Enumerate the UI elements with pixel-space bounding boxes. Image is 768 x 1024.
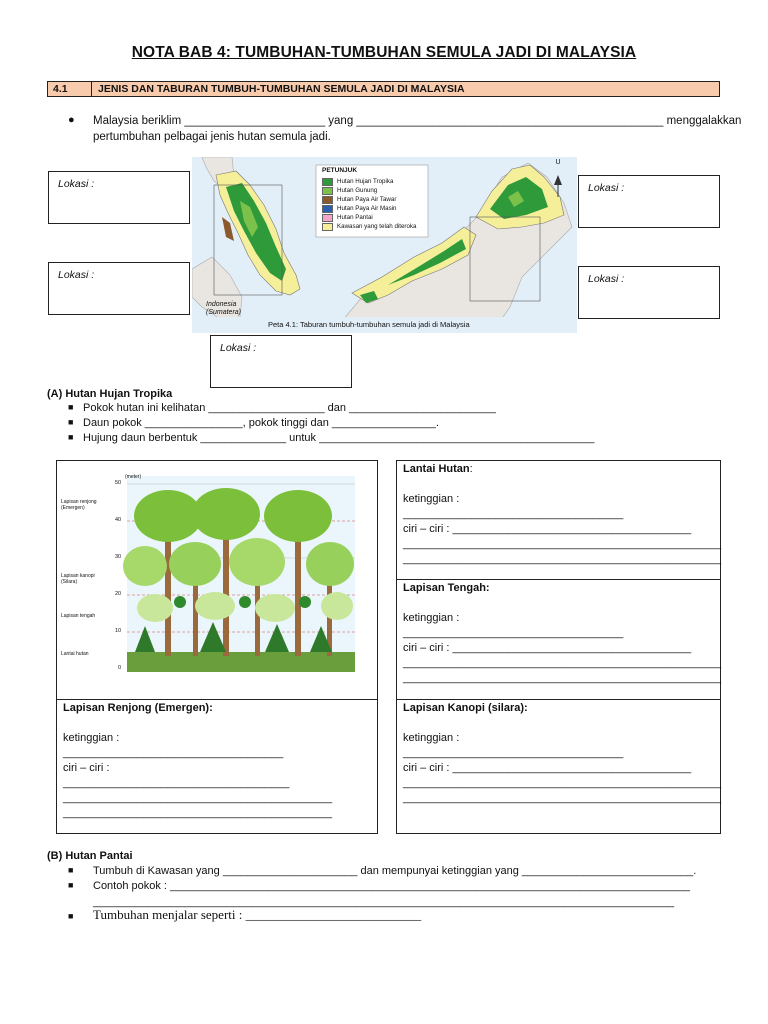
cell-heading-colon: : (469, 463, 473, 475)
forest-illustration (105, 476, 355, 672)
north-label: U (555, 159, 561, 166)
forest-layer-diagram (105, 476, 355, 672)
layer-label: Lantai hutan (61, 651, 89, 657)
cell-tinggi-label: ketinggian : (63, 732, 120, 744)
cell-ciri-line[interactable]: _____________________________________ (63, 777, 290, 789)
part-a-bullet-1: Pokok hutan ini kelihatan ___________________ dan ________________________ (83, 402, 496, 414)
cell-heading: Lapisan Renjong (Emergen): (63, 702, 213, 714)
cell-ciri-label: ciri – ciri : (63, 762, 110, 774)
map-legend-item (322, 222, 416, 231)
legend-swatch (322, 205, 333, 213)
location-label: Lokasi : (588, 273, 625, 285)
part-b-heading: (B) Hutan Pantai (47, 850, 133, 862)
legend-swatch (322, 214, 333, 222)
layer-label: Lapisan renjong (Emergen) (61, 499, 97, 511)
diagram-tick: 10 (115, 628, 122, 634)
cell-ciri[interactable]: ciri – ciri : _______________________________________ (403, 523, 692, 535)
diagram-tick: 20 (115, 591, 122, 597)
cell-line[interactable]: ____________________________________________________ (403, 538, 722, 550)
layer-label: Lapisan tengah (61, 613, 96, 619)
section-number: 4.1 (48, 82, 92, 96)
diagram-tick: 50 (115, 480, 122, 486)
diagram-tick: 0 (118, 665, 122, 671)
cell-ciri[interactable]: ciri – ciri : _______________________________________ (403, 642, 692, 654)
location-box-2[interactable] (48, 262, 190, 315)
part-b-bullet-2-continued[interactable]: _______________________________________________________________________________________________ (93, 896, 675, 908)
map-legend-item (322, 213, 416, 222)
map-caption: Peta 4.1: Taburan tumbuh-tumbuhan semula jadi di Malaysia (268, 320, 470, 329)
map-legend-item (322, 177, 416, 186)
cell-tinggi-line[interactable]: ____________________________________ (63, 747, 284, 759)
cell-line[interactable]: ____________________________________________ (63, 807, 333, 819)
cell-lantai-hutan (396, 460, 721, 580)
bullet-round-icon: ● (68, 114, 75, 126)
bullet-square-icon: ■ (68, 880, 74, 890)
layer-label: Lapisan kanopi (Silara) (61, 573, 95, 585)
cell-heading: Lapisan Kanopi (silara): (403, 702, 528, 714)
map-legend-item (322, 195, 416, 204)
location-label: Lokasi : (588, 182, 625, 194)
map-region-label: Indonesia (206, 301, 237, 308)
legend-swatch (322, 223, 333, 231)
cell-lapisan-kanopi (396, 699, 721, 834)
location-box-5[interactable] (578, 266, 720, 319)
cell-line[interactable]: ____________________________________________________ (403, 672, 722, 684)
bullet-square-icon: ■ (68, 865, 74, 875)
cell-line[interactable]: ____________________________________________________ (403, 657, 722, 669)
location-box-1[interactable] (48, 171, 190, 224)
cell-lapisan-renjong (56, 699, 378, 834)
cell-tinggi-label: ketinggian : (403, 612, 460, 624)
part-a-bullet-3: Hujung daun berbentuk ______________ untuk _____________________________________________ (83, 432, 595, 444)
part-b-bullet-2: Contoh pokok : _____________________________________________________________________________________ (93, 880, 691, 892)
location-label: Lokasi : (58, 178, 95, 190)
part-b-bullet-1: Tumbuh di Kawasan yang ______________________ dan mempunyai ketinggian yang ____________________________. (93, 865, 697, 877)
section-heading: JENIS DAN TABURAN TUMBUH-TUMBUHAN SEMULA JADI DI MALAYSIA (98, 83, 465, 95)
cell-tinggi-line[interactable]: ____________________________________ (403, 747, 624, 759)
cell-tinggi-label: ketinggian : (403, 493, 460, 505)
cell-line[interactable]: ____________________________________________ (63, 792, 333, 804)
legend-swatch (322, 178, 333, 186)
cell-heading: Lantai Hutan (403, 463, 470, 475)
map-legend-item (322, 204, 416, 213)
legend-label: Hutan Paya Air Tawar (337, 196, 397, 203)
intro-line-2: pertumbuhan pelbagai jenis hutan semula jadi. (93, 131, 331, 143)
diagram-tick: 30 (115, 554, 122, 560)
legend-label: Kawasan yang telah diteroka (337, 223, 417, 230)
diagram-unit: (meter) (125, 474, 142, 480)
bullet-square-icon: ■ (68, 432, 74, 442)
legend-label: Hutan Gunung (337, 187, 378, 194)
bullet-square-icon: ■ (68, 417, 74, 427)
cell-line[interactable]: ____________________________________________________ (403, 792, 722, 804)
cell-line[interactable]: ____________________________________________________ (403, 777, 722, 789)
part-a-bullet-2: Daun pokok ________________, pokok tinggi dan _________________. (83, 417, 439, 429)
map-legend-item (322, 186, 416, 195)
cell-tinggi-line[interactable]: ____________________________________ (403, 508, 624, 520)
location-box-4[interactable] (578, 175, 720, 228)
diagram-tick: 40 (115, 517, 122, 523)
location-label: Lokasi : (58, 269, 95, 281)
legend-swatch (322, 187, 333, 195)
intro-line-1: Malaysia beriklim ______________________ yang ________________________________________________ menggalakkan (93, 115, 742, 127)
part-b-bullet-3: Tumbuhan menjalar seperti : ___________________________ (93, 907, 422, 922)
cell-ciri[interactable]: ciri – ciri : _______________________________________ (403, 762, 692, 774)
legend-label: Hutan Pantai (337, 214, 373, 221)
cell-line[interactable]: ____________________________________________________ (403, 553, 722, 565)
map-region-label: (Sumatera) (206, 309, 242, 316)
section-heading-bar (47, 81, 720, 97)
part-a-heading: (A) Hutan Hujan Tropika (47, 388, 173, 400)
diagram-cell (56, 460, 378, 700)
cell-heading: Lapisan Tengah: (403, 582, 490, 594)
cell-tinggi-line[interactable]: ____________________________________ (403, 627, 624, 639)
legend-label: Hutan Hujan Tropika (337, 178, 394, 185)
cell-lapisan-tengah (396, 579, 721, 700)
bullet-square-icon: ■ (68, 911, 74, 921)
location-box-3[interactable] (210, 335, 352, 388)
legend-label: Hutan Paya Air Masin (337, 205, 397, 212)
location-label: Lokasi : (220, 342, 257, 354)
map-legend-title: PETUNJUK (322, 167, 358, 174)
page-title: NOTA BAB 4: TUMBUHAN-TUMBUHAN SEMULA JADI DI MALAYSIA (131, 44, 637, 61)
cell-tinggi-label: ketinggian : (403, 732, 460, 744)
vegetation-map (192, 157, 577, 333)
legend-swatch (322, 196, 333, 204)
map-legend (322, 177, 416, 231)
bullet-square-icon: ■ (68, 402, 74, 412)
